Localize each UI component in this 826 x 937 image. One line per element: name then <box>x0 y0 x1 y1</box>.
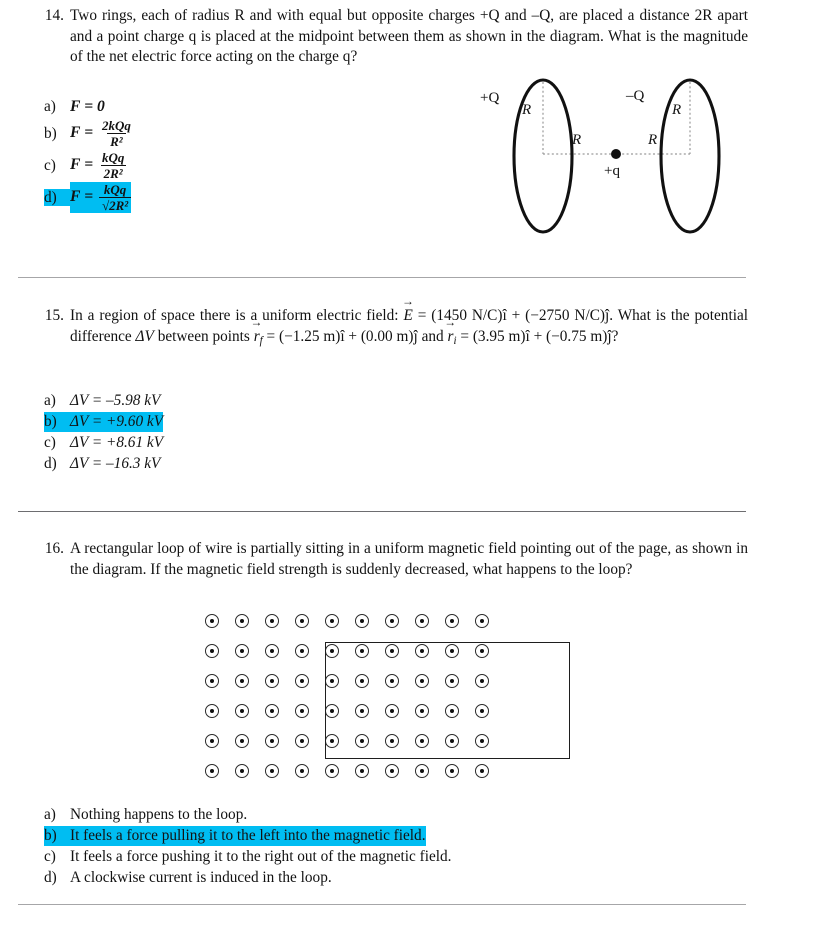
field-out-of-page-dot <box>385 764 399 778</box>
option-c-denominator: 2R² <box>101 165 126 181</box>
option-d-text: A clockwise current is induced in the loop. <box>70 869 332 886</box>
option-b-fraction <box>99 118 134 149</box>
option-d-equals: = <box>84 187 94 205</box>
question-14 <box>30 6 748 68</box>
option-d-label: d) <box>44 869 57 886</box>
field-out-of-page-dot <box>265 644 279 658</box>
question-14-options <box>44 96 134 213</box>
question-14-number: 14. <box>44 7 64 24</box>
question-14-option-a[interactable] <box>44 96 105 117</box>
option-b-label: b) <box>44 826 70 846</box>
left-ring-charge-label: +Q <box>480 90 500 106</box>
right-gap-label: R <box>648 132 658 148</box>
option-d-lhs: F <box>70 187 81 205</box>
question-15-line2-c: and <box>417 327 444 345</box>
field-out-of-page-dot <box>235 704 249 718</box>
field-out-of-page-dot <box>295 614 309 628</box>
option-c-label: c) <box>44 848 56 865</box>
field-out-of-page-dot <box>475 614 489 628</box>
question-16-number: 16. <box>44 540 64 557</box>
left-gap-label: R <box>572 132 582 148</box>
field-out-of-page-dot <box>205 674 219 688</box>
field-out-of-page-dot <box>235 674 249 688</box>
field-out-of-page-dot <box>265 734 279 748</box>
question-15-option-a[interactable] <box>44 391 160 412</box>
option-c-label: c) <box>44 434 56 451</box>
field-out-of-page-dot <box>415 614 429 628</box>
option-d-label: d) <box>44 455 57 472</box>
question-15-body <box>30 306 748 351</box>
rf-subscript: f <box>259 334 263 347</box>
option-a-text: Nothing happens to the loop. <box>70 806 248 823</box>
field-out-of-page-dot <box>475 764 489 778</box>
left-radius-label: R <box>522 102 532 118</box>
question-14-text <box>70 6 748 68</box>
question-15-number: 15. <box>44 307 64 324</box>
option-a-label: a) <box>44 98 56 115</box>
question-15-line2-b: between points <box>153 327 254 345</box>
ri-subscript: i <box>453 334 457 347</box>
field-out-of-page-dot <box>415 764 429 778</box>
question-16-line-2: page, as shown in the diagram. If the magnetic field strength is suddenly decreased, what <box>70 540 748 578</box>
electric-field-value: = (1450 N/C)î + (−2750 N/C)ĵ. What <box>412 307 651 324</box>
construction-lines <box>543 82 690 154</box>
option-c-numerator: kQq <box>101 149 125 165</box>
field-out-of-page-dot <box>205 644 219 658</box>
option-b-lhs: F <box>70 123 81 141</box>
question-16-option-d[interactable] <box>44 868 332 889</box>
field-out-of-page-dot <box>265 614 279 628</box>
field-out-of-page-dot <box>325 764 339 778</box>
option-d-numerator: kQq <box>103 181 127 197</box>
question-15-options <box>44 391 163 475</box>
option-a-lhs: F <box>70 98 81 115</box>
option-b-content <box>70 118 134 149</box>
option-c-label: c) <box>44 156 56 174</box>
field-out-of-page-dot <box>235 644 249 658</box>
field-out-of-page-dot <box>265 704 279 718</box>
field-out-of-page-dot <box>325 614 339 628</box>
ri-expression <box>448 328 619 345</box>
question-14-option-c[interactable] <box>44 149 127 181</box>
option-c-text: ΔV = +8.61 kV <box>70 434 164 451</box>
question-16-body <box>30 539 748 580</box>
option-d-label: d) <box>44 189 70 206</box>
field-out-of-page-dot <box>205 734 219 748</box>
field-out-of-page-dot <box>265 764 279 778</box>
field-out-of-page-dot <box>445 614 459 628</box>
option-b-label: b) <box>44 412 70 432</box>
question-16-line-1: A rectangular loop of wire is partially sitting in a uniform magnetic field pointing out of the <box>70 540 635 557</box>
right-ring-charge-label: –Q <box>626 88 645 104</box>
option-a-label: a) <box>44 806 56 823</box>
option-c-equals: = <box>84 155 94 173</box>
field-out-of-page-dot <box>205 614 219 628</box>
field-out-of-page-dot <box>295 704 309 718</box>
question-14-option-d[interactable] <box>44 181 131 213</box>
option-b-label: b) <box>44 124 57 142</box>
question-16-option-a[interactable] <box>44 805 247 826</box>
question-15-line2-a: is the potential difference <box>70 307 748 345</box>
field-out-of-page-dot <box>295 764 309 778</box>
question-16 <box>30 539 748 580</box>
section-divider-3 <box>18 904 746 905</box>
field-out-of-page-dot <box>385 614 399 628</box>
field-out-of-page-dot <box>445 764 459 778</box>
right-ring <box>661 80 719 232</box>
question-14-line-2: distance 2R apart and a point charge q is placed at the midpoint between them as shown in the <box>70 7 748 45</box>
question-16-line-3: happens to the loop? <box>506 560 633 578</box>
question-14-option-b[interactable] <box>44 117 134 149</box>
option-b-numerator: 2kQq <box>101 117 131 133</box>
two-rings-svg <box>478 74 748 249</box>
delta-v-symbol: ΔV <box>135 327 154 345</box>
point-charge-label: +q <box>604 163 620 179</box>
question-15 <box>30 306 748 351</box>
field-out-of-page-dot <box>265 674 279 688</box>
option-c-fraction <box>99 150 127 181</box>
field-out-of-page-dot <box>295 734 309 748</box>
option-a-text: ΔV = –5.98 kV <box>70 392 161 409</box>
option-a-content <box>70 98 105 115</box>
field-out-of-page-dot <box>295 674 309 688</box>
question-15-option-c[interactable] <box>44 433 163 454</box>
question-14-line-3: diagram. What is the magnitude of the net electric force acting on the charge q? <box>70 27 748 66</box>
option-b-text: ΔV = +9.60 kV <box>70 413 164 430</box>
section-divider-1 <box>18 277 746 278</box>
option-a-rhs: 0 <box>96 98 105 115</box>
field-out-of-page-dot <box>235 764 249 778</box>
point-charge-dot <box>611 149 621 159</box>
option-c-text: It feels a force pushing it to the right out of the magnetic field. <box>70 848 452 865</box>
option-a-label: a) <box>44 392 56 409</box>
question-16-options <box>44 805 451 889</box>
field-out-of-page-dot <box>205 704 219 718</box>
field-out-of-page-dot <box>205 764 219 778</box>
rf-vector-symbol: → r <box>254 327 260 348</box>
option-c-content <box>70 150 127 181</box>
field-out-of-page-dot <box>235 614 249 628</box>
rf-value: = (−1.25 m)î + (0.00 m)ĵ <box>262 327 418 345</box>
question-16-option-c[interactable] <box>44 847 451 868</box>
option-d-content <box>70 182 131 213</box>
field-out-of-page-dot <box>295 644 309 658</box>
question-16-figure <box>205 614 585 792</box>
field-out-of-page-dot <box>235 734 249 748</box>
question-15-text <box>70 306 748 351</box>
option-b-denominator: R² <box>107 133 126 149</box>
question-16-option-b[interactable] <box>44 826 426 847</box>
question-14-body <box>30 6 748 68</box>
question-15-intro: In a region of space there is a uniform electric field: <box>70 307 404 324</box>
ri-vector-symbol: → r <box>448 327 454 348</box>
electric-field-vector-symbol: → E <box>403 306 412 327</box>
option-b-text: It feels a force pulling it to the left into the magnetic field. <box>70 827 426 844</box>
field-out-of-page-dot <box>355 764 369 778</box>
option-b-equals: = <box>84 123 94 141</box>
field-out-of-page-dot <box>355 614 369 628</box>
wire-loop-rectangle <box>325 642 570 759</box>
option-c-lhs: F <box>70 155 81 173</box>
option-d-text: ΔV = –16.3 kV <box>70 455 161 472</box>
question-14-line-1: Two rings, each of radius R and with equal but opposite charges +Q and –Q, are placed a <box>70 7 635 24</box>
question-15-option-b[interactable] <box>44 412 163 433</box>
option-a-equals: = <box>84 98 94 115</box>
option-d-denominator: √2R² <box>99 197 131 213</box>
question-15-option-d[interactable] <box>44 454 160 475</box>
question-14-figure <box>478 74 748 249</box>
section-divider-2 <box>18 511 746 512</box>
right-radius-label: R <box>672 102 682 118</box>
ri-value: = (3.95 m)î + (−0.75 m)ĵ? <box>456 327 619 345</box>
option-d-fraction <box>99 182 131 213</box>
rf-expression <box>254 328 418 345</box>
question-16-text <box>70 539 748 580</box>
